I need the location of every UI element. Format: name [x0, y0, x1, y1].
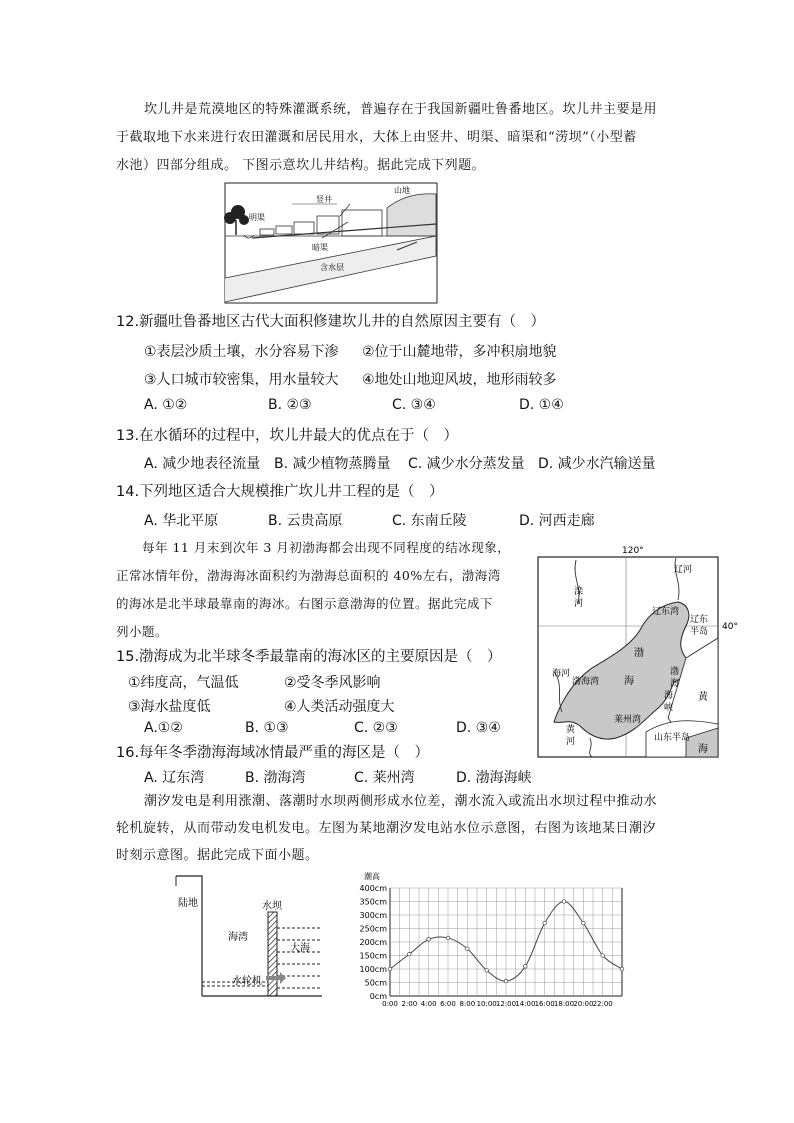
label-laizhou-bay: 莱州湾 [614, 715, 642, 725]
passage-line: 坎儿井是荒漠地区的特殊灌溉系统，普遍存在于我国新疆吐鲁番地区。坎儿井主要是用 [144, 102, 658, 117]
label-yellow-sea-2: 海 [698, 744, 708, 755]
well-block [342, 210, 382, 236]
q14-option-b[interactable]: B. 云贵高原 [268, 513, 343, 529]
chart-x-tick-label: 2:00 [401, 1000, 418, 1008]
label-bohai-bay: 渤海湾 [572, 677, 600, 687]
q12-option-a[interactable]: A. ①② [144, 397, 188, 413]
passage-line: 的海冰是北半球最靠南的海冰。右图示意渤海的位置。据此完成下 [116, 596, 494, 611]
chart-x-tick-label: 14:00 [515, 1000, 536, 1008]
question-15-stem: 15.渤海成为北半球冬季最靠南的海冰区的主要原因是（ ） [116, 649, 502, 665]
question-14-stem: 14.下列地区适合大规模推广坎儿井工程的是（ ） [116, 484, 444, 500]
chart-x-tick-label: 12:00 [495, 1000, 517, 1008]
label-liaodong-peninsula-2: 半岛 [690, 627, 709, 637]
chart-x-tick-label: 4:00 [420, 1000, 437, 1008]
label-hai-river: 海河 [552, 669, 571, 679]
label-dam: 水坝 [262, 901, 282, 912]
label-bo: 渤 [634, 648, 644, 659]
q15-option-d[interactable]: D. ③④ [456, 720, 501, 736]
map-longitude-label: 120° [622, 546, 644, 556]
label-yellow-sea-1: 黄 [698, 692, 708, 703]
chart-y-tick-label: 300cm [359, 911, 387, 920]
well-block [276, 226, 292, 234]
chart-y-tick-label: 50cm [364, 978, 387, 988]
tide-data-point [408, 952, 412, 956]
chart-y-tick-label: 0cm [369, 992, 387, 1001]
q15-statement-3: ③海水盐度低 [128, 699, 211, 715]
tidal-station-figure [172, 872, 324, 1012]
mountain-shape [387, 194, 436, 236]
chart-y-tick-label: 150cm [359, 951, 387, 961]
tide-data-point [524, 965, 528, 969]
passage-line: 轮机旋转，从而带动发电机发电。左图为某地潮汐发电站水位示意图，右图为该地某日潮汐 [116, 821, 657, 836]
q15-option-a[interactable]: A.①② [144, 720, 183, 736]
label-open-canal: 明渠 [249, 213, 265, 222]
q16-option-c[interactable]: C. 莱州湾 [354, 770, 415, 786]
q12-statement-2: ②位于山麓地带，多冲积扇地貌 [362, 344, 557, 360]
passage-line: 每年 11 月末到次年 3 月初渤海都会出现不同程度的结冰现象， [142, 540, 511, 555]
q15-option-b[interactable]: B. ①③ [245, 720, 289, 736]
label-yellow-river-2: 河 [566, 737, 576, 747]
kanerjing-structure-figure [222, 180, 440, 306]
tide-data-point [466, 947, 470, 951]
tide-data-point [446, 936, 450, 940]
q14-option-d[interactable]: D. 河西走廊 [519, 513, 595, 529]
passage-bohai [116, 534, 526, 646]
chart-y-tick-label: 200cm [359, 938, 387, 947]
q13-option-d[interactable]: D. 减少水汽输送量 [538, 456, 656, 472]
chart-y-tick-label: 250cm [359, 924, 387, 934]
label-shandong-peninsula: 山东半岛 [654, 733, 691, 743]
q16-option-a[interactable]: A. 辽东湾 [144, 770, 205, 786]
chart-y-tick-label: 350cm [359, 897, 387, 907]
label-well: 竖井 [316, 195, 332, 204]
map-latitude-label: 40° [722, 622, 738, 632]
chart-x-tick-label: 0:00 [382, 1000, 398, 1008]
question-13-stem: 13.在水循环的过程中，坎儿井最大的优点在于（ ） [116, 428, 459, 444]
q12-option-b[interactable]: B. ②③ [268, 397, 312, 413]
tide-data-point [504, 979, 508, 983]
passage-line: 正常冰情年份，渤海海冰面积约为渤海总面积的 40%左右，渤海湾 [116, 568, 501, 583]
passage-kanerjing [116, 96, 716, 180]
tide-data-point [620, 967, 624, 971]
label-aquifer: 含水层 [320, 263, 344, 272]
tree-icon [239, 215, 249, 225]
well-block [260, 229, 274, 235]
passage-tidal [116, 788, 716, 869]
q12-option-d[interactable]: D. ①④ [519, 397, 564, 413]
label-yellow-river-1: 黄 [566, 725, 576, 735]
chart-x-tick-label: 20:00 [573, 1000, 594, 1008]
q15-statement-2: ②受冬季风影响 [284, 675, 381, 691]
q12-statement-4: ④地处山地迎风坡，地形雨较多 [362, 372, 557, 388]
well-block [294, 222, 314, 234]
label-strait-4: 峡 [664, 703, 674, 713]
label-land: 陆地 [178, 898, 198, 909]
label-strait-3: 海 [664, 691, 674, 701]
chart-y-tick-label: 400cm [359, 884, 387, 893]
q12-statement-1: ①表层沙质土壤，水分容易下渗 [144, 344, 339, 360]
chart-x-tick-label: 8:00 [459, 1000, 476, 1008]
q15-statement-1: ①纬度高，气温低 [128, 675, 239, 691]
chart-x-tick-label: 22:00 [592, 1000, 613, 1008]
label-strait-1: 渤 [670, 667, 680, 677]
label-turbine: 水轮机 [232, 976, 262, 987]
passage-line: 潮汐发电是利用涨潮、落潮时水坝两侧形成水位差，潮水流入或流出水坝过程中推动水 [144, 794, 658, 809]
chart-x-tick-label: 16:00 [534, 1000, 555, 1008]
tide-data-point [601, 954, 605, 958]
label-luan-river-1: 滦 [574, 587, 584, 597]
tide-data-point [543, 921, 547, 925]
q16-option-b[interactable]: B. 渤海湾 [245, 770, 306, 786]
tide-data-point [388, 967, 392, 971]
chart-x-tick-label: 10:00 [476, 1000, 497, 1008]
q13-option-b[interactable]: B. 减少植物蒸腾量 [274, 456, 391, 472]
chart-y-axis-label: 潮高 [364, 872, 380, 881]
q14-option-c[interactable]: C. 东南丘陵 [392, 513, 467, 529]
passage-line: 水池）四部分组成。 下图示意坎儿井结构。据此完成下列题。 [116, 158, 486, 173]
bohai-map [536, 542, 758, 762]
tide-chart [348, 868, 630, 1010]
label-bay: 海湾 [228, 932, 248, 943]
tide-data-point [485, 969, 489, 973]
label-strait-2: 海 [670, 679, 680, 689]
chart-x-tick-label: 18:00 [553, 1000, 575, 1008]
q13-option-a[interactable]: A. 减少地表径流量 [144, 456, 261, 472]
tide-data-point [427, 938, 431, 942]
label-sea: 大海 [290, 943, 310, 954]
q12-statement-3: ③人口城市较密集，用水量较大 [144, 372, 339, 388]
tide-data-point [582, 921, 586, 925]
label-liaodong-peninsula-1: 辽东 [690, 615, 709, 625]
label-liaodong-bay: 辽东湾 [652, 607, 680, 617]
passage-line: 于截取地下水来进行农田灌溉和居民用水，大体上由竖井、明渠、暗渠和“涝坝”（小型蓄 [116, 130, 637, 145]
passage-line: 时刻示意图。据此完成下面小题。 [116, 848, 319, 863]
label-mountain: 山地 [394, 186, 410, 195]
q15-option-c[interactable]: C. ②③ [354, 720, 398, 736]
label-liao-river: 辽河 [674, 565, 693, 575]
passage-line: 列小题。 [116, 624, 169, 639]
q15-statement-4: ④人类活动强度大 [284, 699, 395, 715]
q12-option-c[interactable]: C. ③④ [392, 397, 436, 413]
q14-option-a[interactable]: A. 华北平原 [144, 513, 219, 529]
label-dark-canal: 暗渠 [312, 243, 328, 252]
q16-option-d[interactable]: D. 渤海海峡 [456, 770, 532, 786]
tide-data-point [562, 900, 566, 904]
label-hai: 海 [624, 676, 634, 687]
question-16-stem: 16.每年冬季渤海海域冰情最严重的海区是（ ） [116, 745, 430, 761]
label-luan-river-2: 河 [574, 599, 584, 609]
dam-structure [268, 912, 277, 996]
q13-option-c[interactable]: C. 减少水分蒸发量 [408, 456, 525, 472]
chart-y-tick-label: 100cm [359, 965, 387, 974]
question-12-stem: 12.新疆吐鲁番地区古代大面积修建坎儿井的自然原因主要有（ ） [116, 314, 546, 330]
chart-x-tick-label: 6:00 [440, 1000, 456, 1008]
